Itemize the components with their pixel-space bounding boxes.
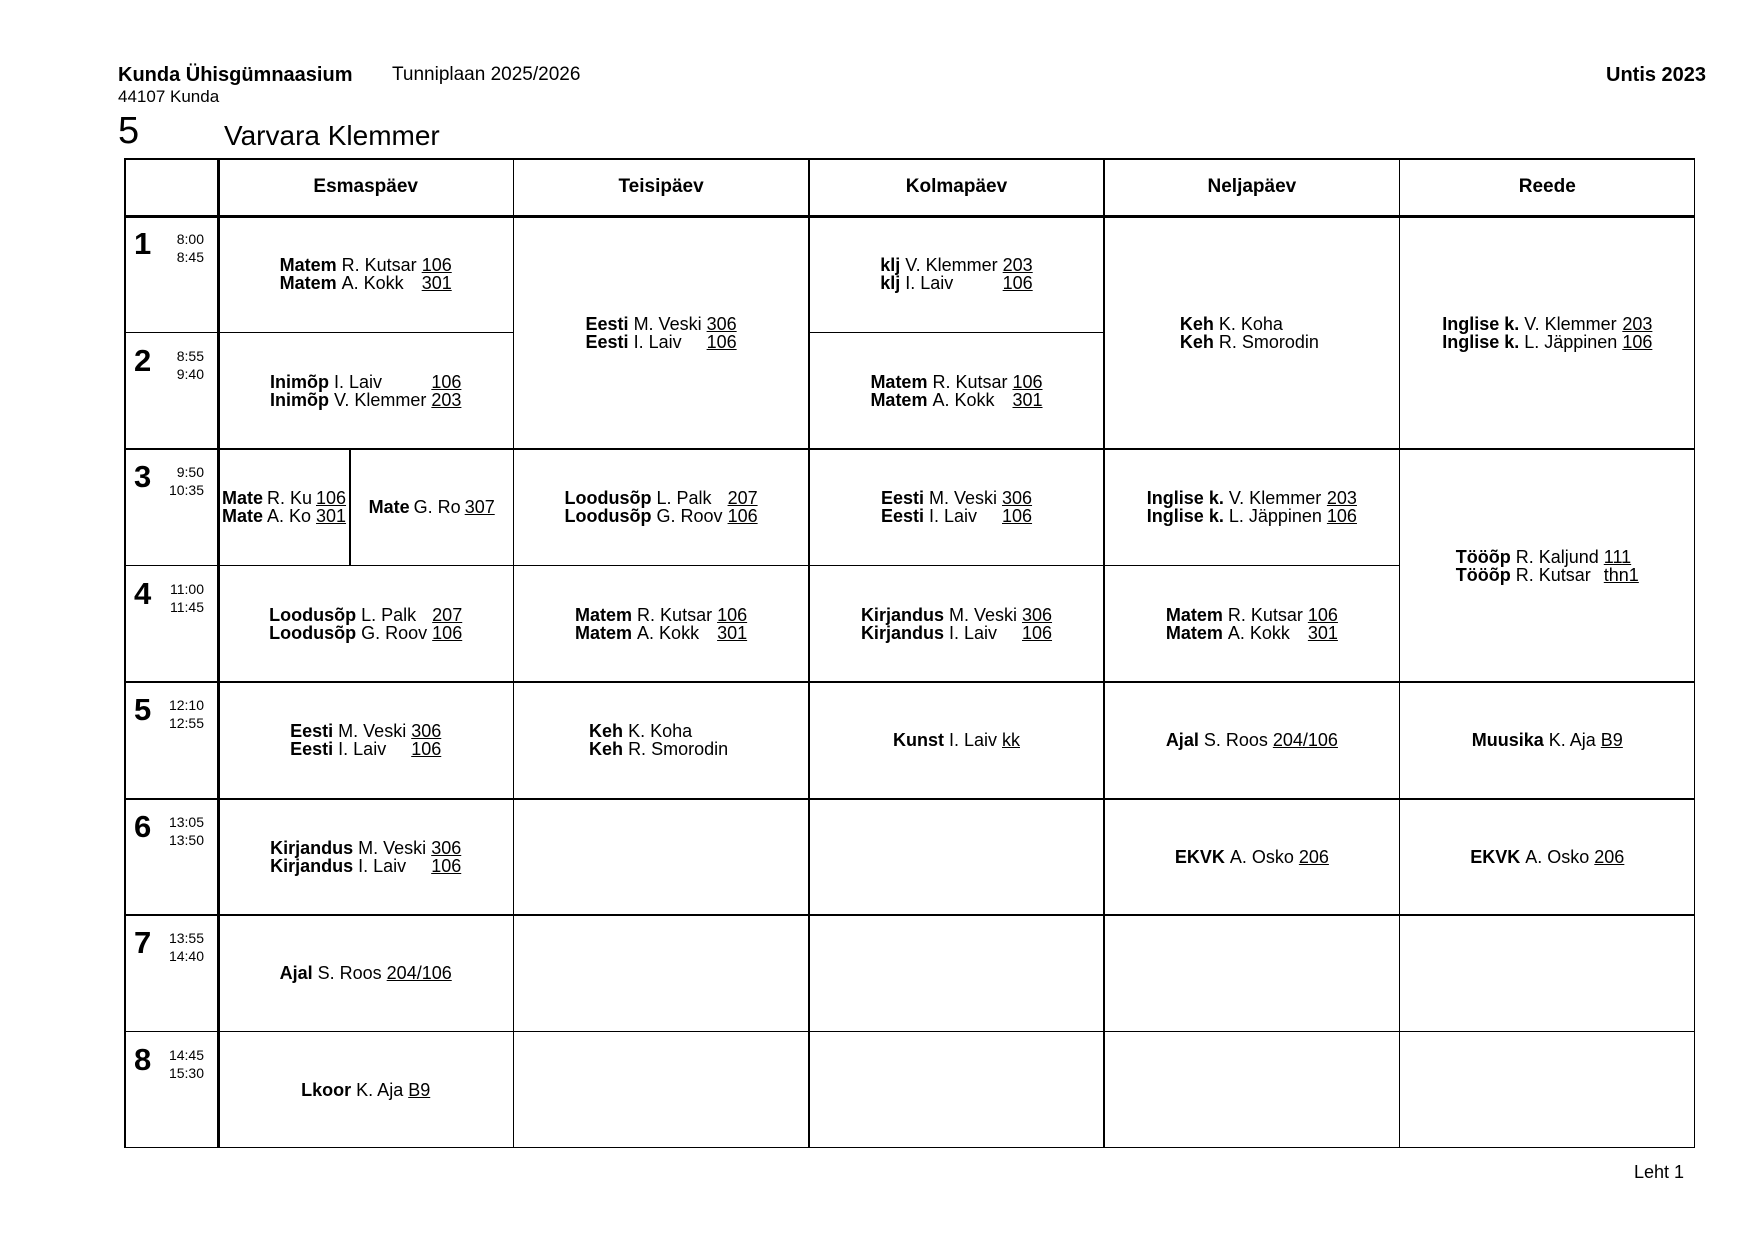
lesson-cell <box>218 566 513 683</box>
lesson-room: thn1 <box>1603 564 1639 585</box>
lesson-room: 203 <box>1326 488 1357 509</box>
lesson-teacher: R. Kutsar <box>932 371 1008 392</box>
lesson-room: 301 <box>316 506 347 527</box>
lesson-subject: klj <box>880 273 901 294</box>
period-row-separator <box>124 1031 218 1033</box>
lesson-room: 106 <box>411 739 442 760</box>
period-time <box>164 929 204 965</box>
lesson-room: 106 <box>431 855 462 876</box>
lesson-teacher: L. Palk <box>361 604 417 625</box>
lesson-subject: Eesti <box>880 506 924 527</box>
lesson-entries <box>1180 315 1324 351</box>
period-cell <box>124 915 218 1032</box>
lesson-teacher: R. Kutsar <box>1515 564 1591 585</box>
lesson-room: 106 <box>1002 273 1033 294</box>
lesson-teacher: R. Smorodin <box>1218 331 1319 352</box>
lesson-cell <box>809 216 1104 333</box>
lesson-entries <box>1147 489 1357 525</box>
school-name: Kunda Ühisgümnaasium <box>118 64 353 86</box>
lesson-teacher: R. Kutsar <box>341 255 417 276</box>
lesson-teacher: I. Laiv <box>338 739 387 760</box>
lesson-entries <box>861 606 1052 642</box>
period-end-time: 14:40 <box>168 948 204 964</box>
period-row-separator <box>124 332 218 334</box>
lesson-entries <box>1472 731 1623 749</box>
lesson-cell <box>218 799 513 916</box>
lesson-subject: Ajal <box>1165 730 1199 751</box>
period-end-time: 10:35 <box>168 482 204 498</box>
lesson-subject: Loodusõp <box>564 488 652 509</box>
lesson-teacher: I. Laiv <box>333 371 383 392</box>
lesson-room: 106 <box>1012 371 1043 392</box>
period-cell <box>124 799 218 916</box>
day-header: Esmaspäev <box>313 176 418 197</box>
lesson-cell <box>218 449 350 566</box>
lesson-subject: Mate <box>368 497 410 518</box>
lesson-teacher: L. Jäppinen <box>1228 506 1322 527</box>
lesson-teacher: I. Laiv <box>948 622 997 643</box>
lesson-room: 203 <box>431 389 462 410</box>
lesson-room: 306 <box>1021 604 1053 625</box>
software-label: Untis 2023 <box>1606 64 1707 86</box>
lesson-teacher: I. Laiv <box>948 730 997 751</box>
lesson-entries <box>269 606 462 642</box>
class-number: 5 <box>118 110 140 152</box>
period-group-separator <box>218 798 1695 800</box>
lesson-entries <box>270 839 461 875</box>
lesson-subject: Mate <box>221 488 263 509</box>
lesson-subject: Ajal <box>279 963 313 984</box>
period-cell <box>124 333 218 450</box>
period-time <box>164 580 204 616</box>
lesson-cell <box>809 682 1104 799</box>
period-cell <box>124 1032 218 1149</box>
lesson-subject: Kirjandus <box>270 837 354 858</box>
lesson-entries <box>280 256 452 292</box>
lesson-cell <box>218 333 513 450</box>
lesson-teacher: V. Klemmer <box>333 389 427 410</box>
lesson-subject: klj <box>880 255 901 276</box>
lesson-subject: Matem <box>1165 604 1223 625</box>
lesson-teacher: G. Roov <box>361 622 428 643</box>
period-row-separator <box>124 681 218 683</box>
lesson-cell <box>809 333 1104 450</box>
lesson-subject: Loodusõp <box>269 604 357 625</box>
lesson-room: 106 <box>421 255 452 276</box>
lesson-teacher: K. Koha <box>628 721 693 742</box>
lesson-teacher: A. Kokk <box>1227 622 1290 643</box>
lesson-subject: Kunst <box>892 730 944 751</box>
lesson-subject: Matem <box>279 255 337 276</box>
lesson-cell <box>350 449 513 566</box>
lesson-room: 301 <box>1307 622 1338 643</box>
period-end-time: 8:45 <box>176 249 204 265</box>
lesson-room: 306 <box>1002 488 1033 509</box>
lesson-room: 301 <box>717 622 748 643</box>
lesson-teacher: A. Kokk <box>341 273 404 294</box>
period-start-time: 11:00 <box>170 580 204 597</box>
period-start-time: 8:00 <box>176 231 204 247</box>
lesson-entries <box>589 722 733 758</box>
lesson-subject: Eesti <box>290 721 334 742</box>
lesson-entries <box>1442 315 1652 351</box>
period-start-time: 13:05 <box>168 813 204 830</box>
lesson-cell <box>1400 216 1695 449</box>
lesson-room: 207 <box>432 604 463 625</box>
period-end-time: 12:55 <box>168 715 204 731</box>
lesson-entries <box>880 256 1032 292</box>
day-header: Neljapäev <box>1207 176 1297 197</box>
lesson-room: B9 <box>408 1079 431 1100</box>
plan-title: Tunniplaan 2025/2026 <box>392 64 581 85</box>
lesson-subject: Eesti <box>880 488 924 509</box>
lesson-teacher: K. Aja <box>1548 730 1596 751</box>
lesson-subject: Matem <box>575 622 633 643</box>
lesson-subject: Inimõp <box>269 389 329 410</box>
period-row-separator <box>124 914 218 916</box>
lesson-subject: Loodusõp <box>564 506 652 527</box>
lesson-cell <box>513 566 808 683</box>
lesson-teacher: A. Osko <box>1229 846 1294 867</box>
lesson-room: 106 <box>1326 506 1357 527</box>
lesson-entries <box>301 1081 430 1099</box>
page-number: Leht 1 <box>1634 1162 1685 1182</box>
lesson-teacher: M. Veski <box>358 837 427 858</box>
lesson-cell <box>1104 682 1399 799</box>
lesson-entries <box>1175 848 1329 866</box>
lesson-entries <box>280 964 452 982</box>
lesson-room: 203 <box>1622 313 1653 334</box>
lesson-teacher: V. Klemmer <box>1524 313 1617 334</box>
lesson-teacher: A. Kokk <box>637 622 700 643</box>
lesson-entries <box>222 489 346 525</box>
lesson-teacher: A. Ko <box>266 506 311 527</box>
empty-lesson-cell <box>513 915 808 1032</box>
period-start-time: 12:10 <box>168 697 204 713</box>
lesson-room: 106 <box>727 506 758 527</box>
period-end-time: 13:50 <box>168 831 204 848</box>
period-time <box>164 696 204 732</box>
lesson-subject: Kirjandus <box>270 855 354 876</box>
lesson-cell <box>1400 799 1695 916</box>
period-number: 5 <box>134 692 152 727</box>
lesson-teacher: V. Klemmer <box>1228 488 1322 509</box>
lesson-teacher: L. Jäppinen <box>1524 331 1618 352</box>
lesson-subject: Tööõp <box>1455 546 1511 567</box>
lesson-subject: Keh <box>589 739 624 760</box>
lesson-entries <box>1166 606 1338 642</box>
lesson-teacher: M. Veski <box>948 604 1017 625</box>
lesson-cell <box>1400 449 1695 682</box>
lesson-room: 106 <box>1002 506 1033 527</box>
lesson-room: 106 <box>717 604 748 625</box>
lesson-teacher: R. Kutsar <box>1227 604 1303 625</box>
lesson-teacher: G. Roov <box>656 506 723 527</box>
lesson-cell <box>1104 799 1399 916</box>
period-cell <box>124 566 218 683</box>
period-time <box>164 230 204 266</box>
lesson-subject: EKVK <box>1174 846 1225 867</box>
lesson-room: 204/106 <box>1272 730 1338 751</box>
lesson-room: 106 <box>431 371 462 392</box>
lesson-entries <box>1166 731 1338 749</box>
lesson-cell <box>218 1032 513 1149</box>
period-number: 7 <box>134 925 152 960</box>
lesson-room: 106 <box>1021 622 1053 643</box>
period-cell <box>124 449 218 566</box>
lesson-subject: Inglise k. <box>1442 331 1520 352</box>
day-header: Kolmapäev <box>905 176 1008 197</box>
lesson-room: 306 <box>431 837 462 858</box>
lesson-cell <box>513 682 808 799</box>
lesson-room: 106 <box>316 488 347 509</box>
empty-lesson-cell <box>1400 1032 1695 1149</box>
lesson-teacher: R. Kaljund <box>1515 546 1599 567</box>
period-start-time: 8:55 <box>176 347 204 364</box>
lesson-subject: Matem <box>870 389 928 410</box>
lesson-cell <box>1400 682 1695 799</box>
lesson-subject: Eesti <box>585 331 629 352</box>
lesson-room: 106 <box>432 622 463 643</box>
lesson-teacher: I. Laiv <box>358 855 407 876</box>
lesson-subject: Matem <box>1165 622 1223 643</box>
lesson-room: 106 <box>1622 331 1653 352</box>
period-number: 8 <box>134 1041 152 1077</box>
empty-lesson-cell <box>513 1032 808 1149</box>
lesson-entries <box>881 489 1032 525</box>
lesson-entries <box>1456 548 1639 584</box>
lesson-subject: Inglise k. <box>1146 506 1224 527</box>
lesson-room: 111 <box>1603 546 1632 567</box>
period-row-separator <box>124 448 218 450</box>
day-header: Teisipäev <box>618 176 704 197</box>
empty-lesson-cell <box>809 799 1104 916</box>
period-end-time: 11:45 <box>170 598 204 615</box>
period-start-time: 13:55 <box>168 930 204 946</box>
lesson-teacher: R. Kutsar <box>637 604 713 625</box>
lesson-entries <box>870 373 1042 409</box>
lesson-teacher: I. Laiv <box>633 331 682 352</box>
lesson-room: 306 <box>411 721 442 742</box>
lesson-teacher: R. Ku <box>266 488 312 509</box>
period-number: 1 <box>134 226 152 261</box>
day-header: Reede <box>1518 176 1576 197</box>
lesson-room: 206 <box>1594 846 1625 867</box>
lesson-cell <box>1104 216 1399 449</box>
lesson-room: 204/106 <box>386 963 452 984</box>
lesson-entries <box>290 722 441 758</box>
lesson-subject: Loodusõp <box>269 622 357 643</box>
empty-lesson-cell <box>1104 915 1399 1032</box>
teacher-name: Varvara Klemmer <box>224 120 440 151</box>
lesson-teacher: S. Roos <box>1203 730 1268 751</box>
lesson-entries <box>1470 848 1624 866</box>
lesson-room: kk <box>1002 730 1020 751</box>
period-time <box>164 813 204 849</box>
lesson-entries <box>893 731 1020 749</box>
lesson-subject: Kirjandus <box>860 622 944 643</box>
lesson-subject: Mate <box>221 506 263 527</box>
lesson-subject: Inimõp <box>269 371 329 392</box>
lesson-teacher: I. Laiv <box>905 273 954 294</box>
lesson-subject: Keh <box>1179 313 1214 334</box>
period-time <box>164 1046 204 1082</box>
lesson-subject: EKVK <box>1470 846 1521 867</box>
period-time <box>164 463 204 499</box>
empty-lesson-cell <box>809 915 1104 1032</box>
lesson-room: 307 <box>464 497 495 518</box>
lesson-subject: Matem <box>870 371 928 392</box>
lesson-entries <box>270 373 461 409</box>
lesson-room: 106 <box>706 331 737 352</box>
lesson-room: 206 <box>1298 846 1329 867</box>
lesson-teacher: V. Klemmer <box>905 255 998 276</box>
period-cell <box>124 216 218 333</box>
lesson-subject: Tööõp <box>1455 564 1511 585</box>
lesson-teacher: I. Laiv <box>928 506 977 527</box>
lesson-subject: Kirjandus <box>860 604 944 625</box>
lesson-teacher: K. Aja <box>356 1079 404 1100</box>
lesson-teacher: M. Veski <box>928 488 997 509</box>
lesson-entries <box>565 489 758 525</box>
lesson-room: 306 <box>706 313 737 334</box>
period-row-separator <box>124 798 218 800</box>
period-number: 4 <box>134 575 152 611</box>
period-start-time: 14:45 <box>168 1046 204 1063</box>
lesson-room: 301 <box>1012 389 1043 410</box>
period-number: 2 <box>134 342 152 378</box>
lesson-entries <box>369 498 495 516</box>
lesson-subject: Inglise k. <box>1442 313 1520 334</box>
lesson-teacher: S. Roos <box>317 963 382 984</box>
lesson-subject: Keh <box>1179 331 1214 352</box>
period-number: 3 <box>134 459 152 494</box>
lesson-teacher: G. Ro <box>413 497 461 518</box>
lesson-teacher: L. Palk <box>656 488 712 509</box>
period-cell <box>124 682 218 799</box>
lesson-cell <box>809 566 1104 683</box>
lesson-room: 301 <box>421 273 452 294</box>
lesson-subject: Matem <box>279 273 337 294</box>
period-number: 6 <box>134 808 152 844</box>
lesson-subject: Eesti <box>585 313 629 334</box>
lesson-cell <box>218 915 513 1032</box>
lesson-room: 203 <box>1002 255 1033 276</box>
lesson-cell <box>218 682 513 799</box>
school-address: 44107 Kunda <box>118 87 220 106</box>
lesson-subject: Lkoor <box>301 1079 352 1100</box>
lesson-room: 207 <box>727 488 758 509</box>
lesson-subject: Inglise k. <box>1146 488 1224 509</box>
lesson-room: B9 <box>1600 730 1623 751</box>
period-end-time: 15:30 <box>168 1064 204 1081</box>
period-start-time: 9:50 <box>176 464 204 480</box>
lesson-subject: Matem <box>575 604 633 625</box>
period-end-time: 9:40 <box>176 365 204 382</box>
lesson-teacher: A. Osko <box>1525 846 1590 867</box>
lesson-teacher: A. Kokk <box>932 389 995 410</box>
empty-lesson-cell <box>513 799 808 916</box>
lesson-cell <box>513 449 808 566</box>
lesson-room: 106 <box>1307 604 1338 625</box>
lesson-entries <box>575 606 747 642</box>
lesson-teacher: M. Veski <box>633 313 702 334</box>
lesson-cell <box>809 449 1104 566</box>
empty-lesson-cell <box>1104 1032 1399 1149</box>
lesson-teacher: K. Koha <box>1218 313 1283 334</box>
empty-lesson-cell <box>809 1032 1104 1149</box>
empty-lesson-cell <box>1400 915 1695 1032</box>
lesson-cell <box>513 216 808 449</box>
lesson-subject: Keh <box>589 721 624 742</box>
lesson-subject: Muusika <box>1471 730 1544 751</box>
lesson-cell <box>1104 449 1399 566</box>
period-row-separator <box>124 565 218 567</box>
lesson-teacher: M. Veski <box>338 721 407 742</box>
lesson-cell <box>218 216 513 333</box>
lesson-teacher: R. Smorodin <box>628 739 729 760</box>
lesson-cell <box>1104 566 1399 683</box>
timetable-grid <box>124 158 1695 1148</box>
lesson-subject: Eesti <box>290 739 334 760</box>
lesson-entries <box>586 315 737 351</box>
period-time <box>164 347 204 383</box>
